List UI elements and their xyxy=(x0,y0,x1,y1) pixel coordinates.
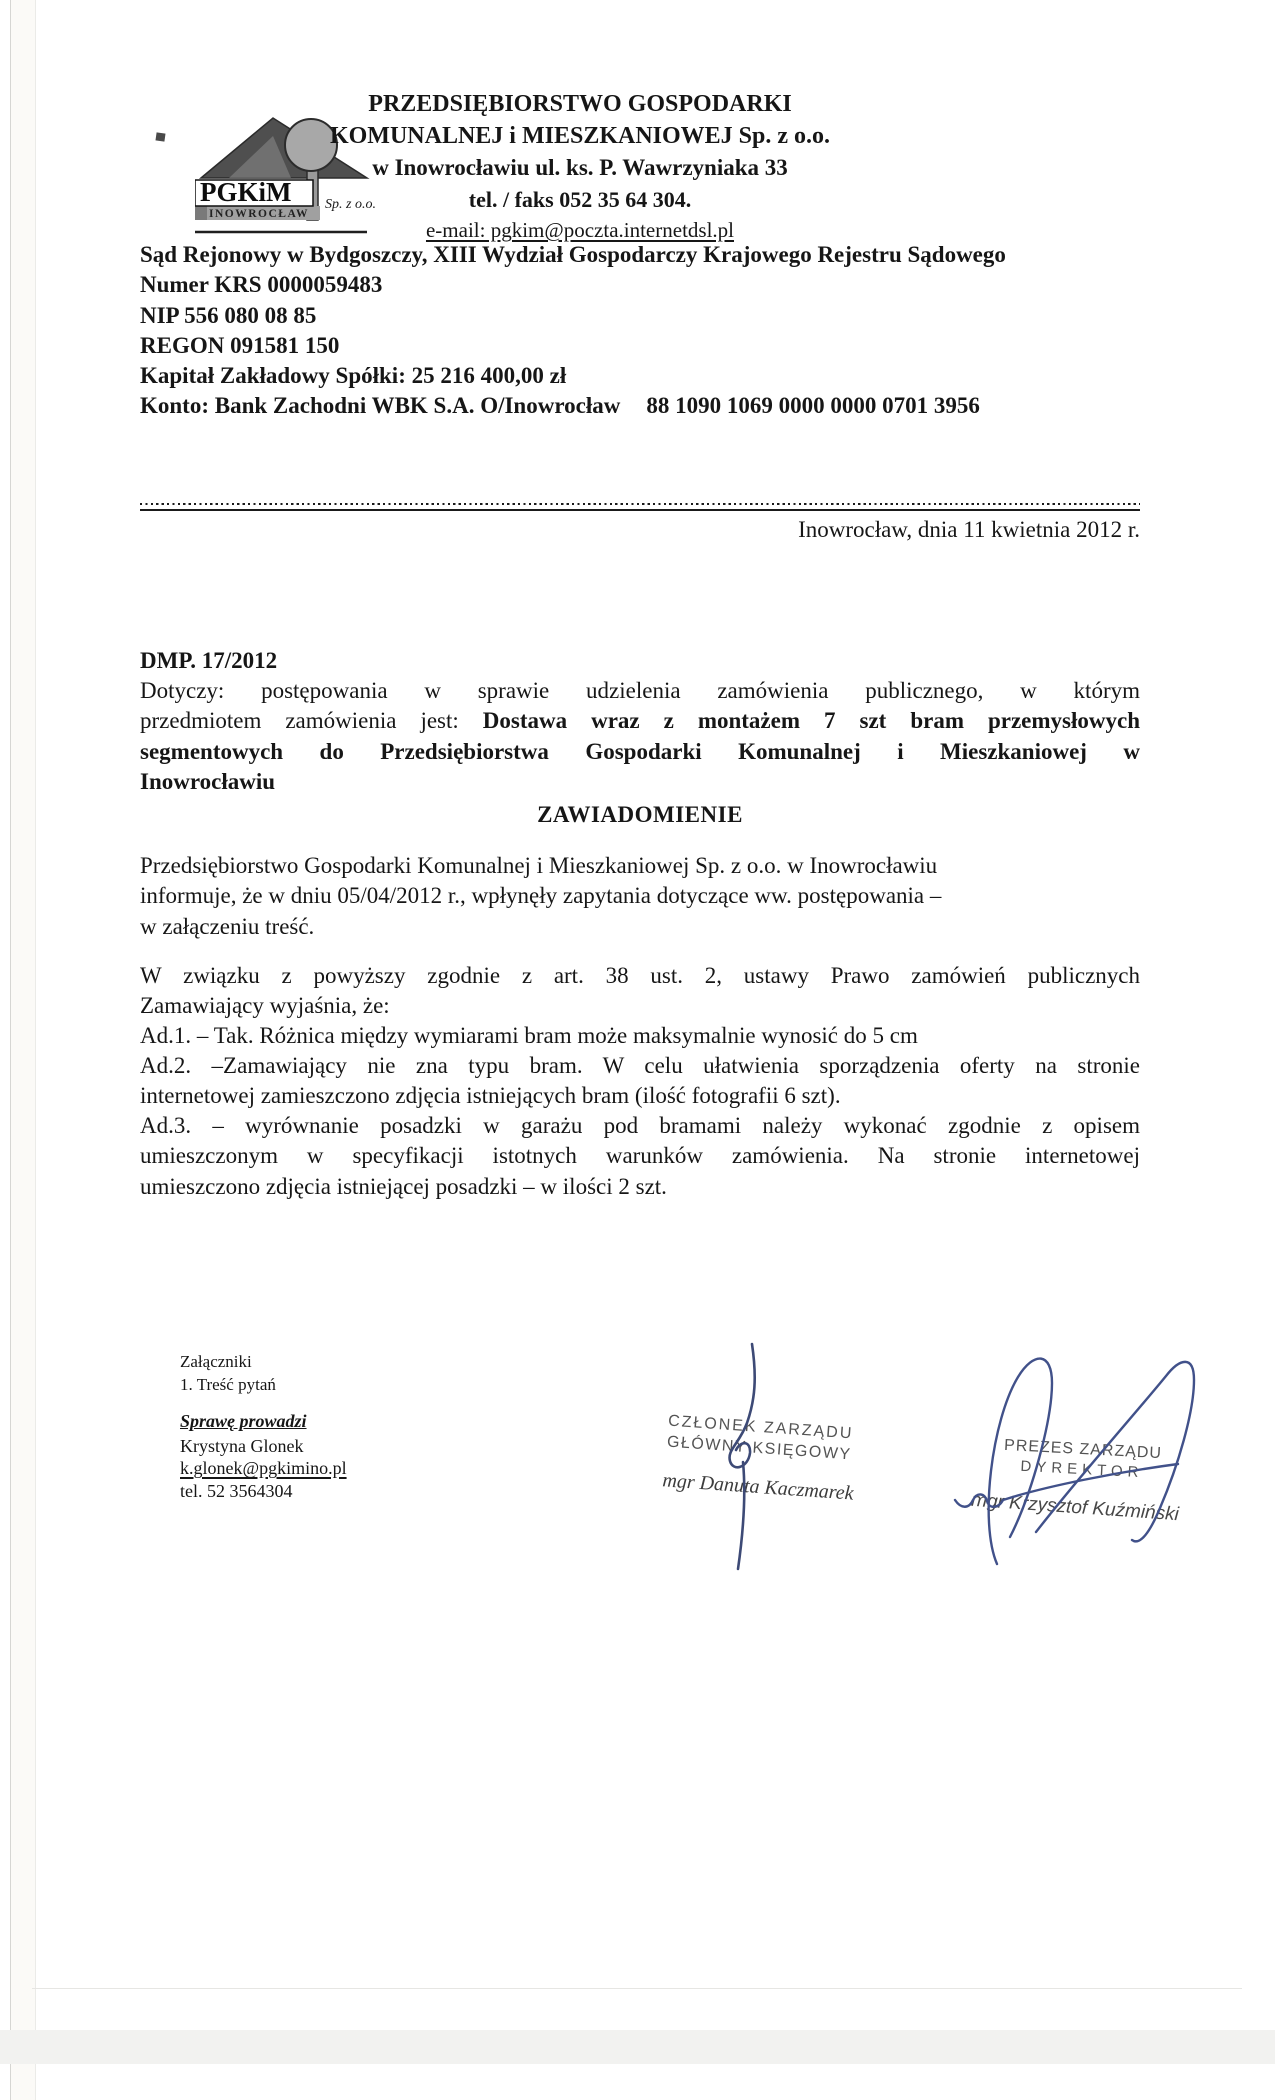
company-address: w Inowrocławiu ul. ks. P. Wawrzyniaka 33 xyxy=(372,155,788,180)
bank-account-number: 88 1090 1069 0000 0000 0701 3956 xyxy=(646,393,980,419)
registry-krs-line: Numer KRS 0000059483 xyxy=(140,272,383,298)
dotted-separator xyxy=(140,503,1140,511)
letterhead xyxy=(320,88,840,245)
paragraph-line: Ad.2. –Zamawiający nie zna typu bram. W celu ułatwienia sporządzenia oferty na stronie xyxy=(140,1053,1140,1078)
stamp-title-line: GŁÓWNY KSIĘGOWY xyxy=(666,1433,853,1464)
contact-heading: Sprawę prowadzi xyxy=(180,1411,307,1431)
date-line: Inowrocław, dnia 11 kwietnia 2012 r. xyxy=(798,517,1140,542)
scan-bottom-band xyxy=(0,2030,1275,2064)
attachments-title: Załączniki xyxy=(180,1352,252,1371)
stamp-title-line: CZŁONEK ZARZĄDU xyxy=(667,1412,854,1443)
contact-block xyxy=(180,1410,347,1502)
registry-regon-line: REGON 091581 150 xyxy=(140,332,340,358)
stamp-board-member xyxy=(654,1410,866,1467)
stamp-name-member: mgr Danuta Kaczmarek xyxy=(661,1469,855,1505)
bank-account-label: Konto: Bank Zachodni WBK S.A. O/Inowrocław xyxy=(140,393,621,419)
scan-bottom-line xyxy=(32,1988,1242,1989)
paragraph-line: Ad.3. – wyrównanie posadzki w garażu pod bramami należy wykonać zgodnie z opisem xyxy=(140,1113,1140,1138)
paragraph-line: w załączeniu treść. xyxy=(140,913,315,939)
subject-line: segmentowych do Przedsiębiorstwa Gospodarki Komunalnej i Mieszkaniowej w xyxy=(140,738,1140,764)
paragraph-information xyxy=(140,851,1140,942)
answer-2 xyxy=(140,1051,1140,1112)
paragraph-legal-basis xyxy=(140,961,1140,1022)
subject-text-bold: Dostawa wraz z montażem 7 szt bram przemysłowych xyxy=(482,708,1140,734)
logo-city-band-mark xyxy=(195,206,207,220)
stamp-title-line: DYREKTOR xyxy=(1020,1457,1144,1482)
attachments-item: 1. Treść pytań xyxy=(180,1375,276,1394)
paragraph-line: W związku z powyższy zgodnie z art. 38 ust. 2, ustawy Prawo zamówień publicznych xyxy=(140,963,1140,988)
contact-name: Krystyna Glonek xyxy=(180,1435,304,1456)
answer-3 xyxy=(140,1111,1140,1202)
company-phone: tel. / faks 052 35 64 304. xyxy=(468,187,692,212)
registry-nip-line: NIP 556 080 08 85 xyxy=(140,302,317,328)
registry-block xyxy=(140,240,1155,422)
paragraph-line: umieszczonym w specyfikacji istotnych warunków zamówienia. Na stronie internetowej xyxy=(140,1143,1140,1169)
contact-phone: tel. 52 3564304 xyxy=(180,1480,293,1501)
answer-1: Ad.1. – Tak. Różnica między wymiarami bram może maksymalnie wynosić do 5 cm xyxy=(140,1023,918,1048)
paragraph-line: umieszczono zdjęcia istniejącej posadzki – w ilości 2 szt. xyxy=(140,1173,667,1199)
paragraph-line: Przedsiębiorstwo Gospodarki Komunalnej i Mieszkaniowej Sp. z o.o. w Inowrocławiu xyxy=(140,853,938,878)
logo-city-text: INOWROCŁAW xyxy=(209,208,309,220)
subject-line: Dotyczy: postępowania w sprawie udzielenia zamówienia publicznego, w którym xyxy=(140,678,1140,703)
attachments-block xyxy=(180,1350,276,1396)
subject-paragraph xyxy=(140,676,1140,798)
stamp-name-president: mgr Krzysztof Kuźmiński xyxy=(970,1489,1180,1526)
company-email: e-mail: pgkim@poczta.internetdsl.pl xyxy=(425,218,734,242)
contact-email: k.glonek@pgkimino.pl xyxy=(180,1458,347,1478)
paragraph-line: internetowej zamieszczono zdjęcia istniejących bram (ilość fotografii 6 szt). xyxy=(140,1083,841,1109)
subject-line xyxy=(140,706,1140,736)
scan-smudge xyxy=(155,132,165,141)
logo-name-text: PGKiM xyxy=(200,177,292,207)
stamp-title-line: PREZES ZARZĄDU xyxy=(1003,1436,1163,1463)
scan-page-edge xyxy=(11,0,36,2100)
reference-number: DMP. 17/2012 xyxy=(140,648,278,673)
logo-suffix-text: Sp. z o.o. xyxy=(325,197,376,212)
subject-line: Inowrocławiu xyxy=(140,769,276,795)
company-name-line2: KOMUNALNEJ i MIESZKANIOWEJ Sp. z o.o. xyxy=(329,123,831,149)
registry-bank-line xyxy=(140,391,1155,421)
company-name-line1: PRZEDSIĘBIORSTWO GOSPODARKI xyxy=(368,91,792,117)
notice-heading: ZAWIADOMIENIE xyxy=(537,802,743,827)
paragraph-line: Zamawiający wyjaśnia, że: xyxy=(140,993,390,1019)
registry-capital-line: Kapitał Zakładowy Spółki: 25 216 400,00 zł xyxy=(140,363,567,389)
registry-court-line: Sąd Rejonowy w Bydgoszczy, XIII Wydział Gospodarczy Krajowego Rejestru Sądowego xyxy=(140,242,1006,267)
paragraph-line: informuje, że w dniu 05/04/2012 r., wpłynęły zapytania dotyczące ww. postępowania – xyxy=(140,883,942,909)
stamp-president xyxy=(984,1435,1181,1485)
subject-text: przedmiotem zamówienia jest: xyxy=(140,708,483,734)
